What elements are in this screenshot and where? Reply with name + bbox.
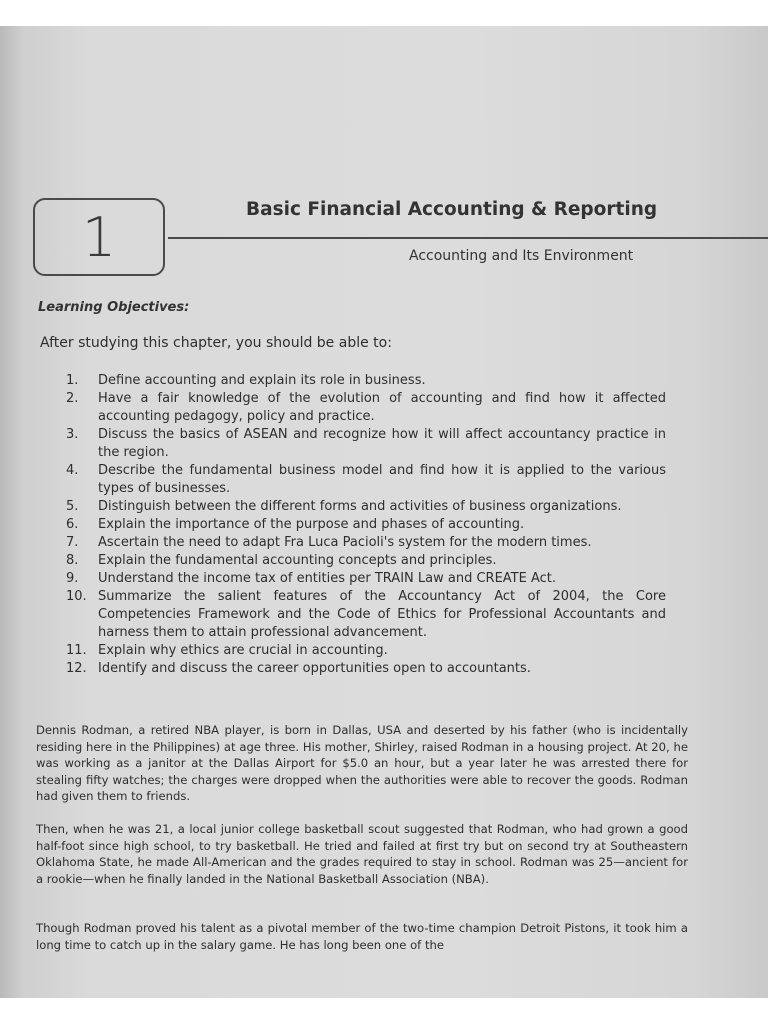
objective-number: 2. <box>66 391 79 406</box>
objective-text: Describe the fundamental business model and find how it is applied to the various types of businesses. <box>98 463 666 496</box>
objective-item <box>66 642 666 660</box>
objective-item <box>66 390 666 426</box>
objective-number: 8. <box>66 553 79 568</box>
objective-text: Discuss the basics of ASEAN and recognize how it will affect accountancy practice in the region. <box>98 427 666 460</box>
objective-text: Summarize the salient features of the Accountancy Act of 2004, the Core Competencies Framework and the Code of Ethics for Professional Accountants and harness them to attain professional advancement. <box>98 589 666 640</box>
chapter-rule <box>168 237 768 239</box>
objective-item <box>66 534 666 552</box>
objective-text: Explain the fundamental accounting concepts and principles. <box>98 553 497 568</box>
body-paragraph-1: Dennis Rodman, a retired NBA player, is born in Dallas, USA and deserted by his father (who is incidentally residing here in the Philippines) at age three. His mother, Shirley, raised Rodman in a housing project. At 20, he was working as a janitor at the Dallas Airport for $5.0 an hour, but a year later he was arrested there for stealing fifty watches; the charges were dropped when the authorities were able to recover the goods. Rodman had given them to friends. <box>36 723 688 803</box>
objective-text: Have a fair knowledge of the evolution of accounting and find how it affected accounting pedagogy, policy and practice. <box>98 391 666 424</box>
objective-text: Explain why ethics are crucial in accounting. <box>98 643 388 658</box>
objective-number: 7. <box>66 535 79 550</box>
learning-objectives-heading: Learning Objectives: <box>38 300 190 315</box>
chapter-number-box <box>33 198 165 276</box>
objective-item <box>66 660 666 678</box>
learning-objectives-intro: After studying this chapter, you should be able to: <box>40 335 392 351</box>
objective-text: Identify and discuss the career opportunities open to accountants. <box>98 661 531 676</box>
objective-item <box>66 588 666 642</box>
objective-number: 10. <box>66 589 87 604</box>
chapter-title: Basic Financial Accounting & Reporting <box>246 199 658 220</box>
objective-text: Explain the importance of the purpose and phases of accounting. <box>98 517 525 532</box>
objective-item <box>66 570 666 588</box>
objective-item <box>66 426 666 462</box>
objective-number: 11. <box>66 643 87 658</box>
objective-number: 3. <box>66 427 79 442</box>
objective-number: 6. <box>66 517 79 532</box>
body-paragraph-2: Then, when he was 21, a local junior college basketball scout suggested that Rodman, who had grown a good half-foot since high school, to try basketball. He tried and failed at first try but on second try at Southeastern Oklahoma State, he made All-American and the grades required to stay in school. Rodman was 25—ancient for a rookie—when he finally landed in the National Basketball Association (NBA). <box>36 822 688 886</box>
objective-item <box>66 462 666 498</box>
objective-item <box>66 552 666 570</box>
objective-text: Define accounting and explain its role in business. <box>98 373 426 388</box>
objective-text: Ascertain the need to adapt Fra Luca Pacioli's system for the modern times. <box>98 535 592 550</box>
objective-number: 1. <box>66 373 79 388</box>
objective-item <box>66 498 666 516</box>
objective-text: Distinguish between the different forms and activities of business organizations. <box>98 499 622 514</box>
objective-number: 12. <box>66 661 87 676</box>
chapter-subtitle: Accounting and Its Environment <box>409 248 634 264</box>
objective-number: 4. <box>66 463 79 478</box>
chapter-number: 1 <box>81 206 117 269</box>
objective-item <box>66 516 666 534</box>
objective-number: 9. <box>66 571 79 586</box>
objective-text: Understand the income tax of entities per TRAIN Law and CREATE Act. <box>98 571 556 586</box>
objectives-list <box>66 372 666 678</box>
body-paragraph-3: Though Rodman proved his talent as a pivotal member of the two-time champion Detroit Pistons, it took him a long time to catch up in the salary game. He has long been one of the <box>36 921 688 952</box>
objective-number: 5. <box>66 499 79 514</box>
objective-item <box>66 372 666 390</box>
book-page <box>0 26 768 998</box>
